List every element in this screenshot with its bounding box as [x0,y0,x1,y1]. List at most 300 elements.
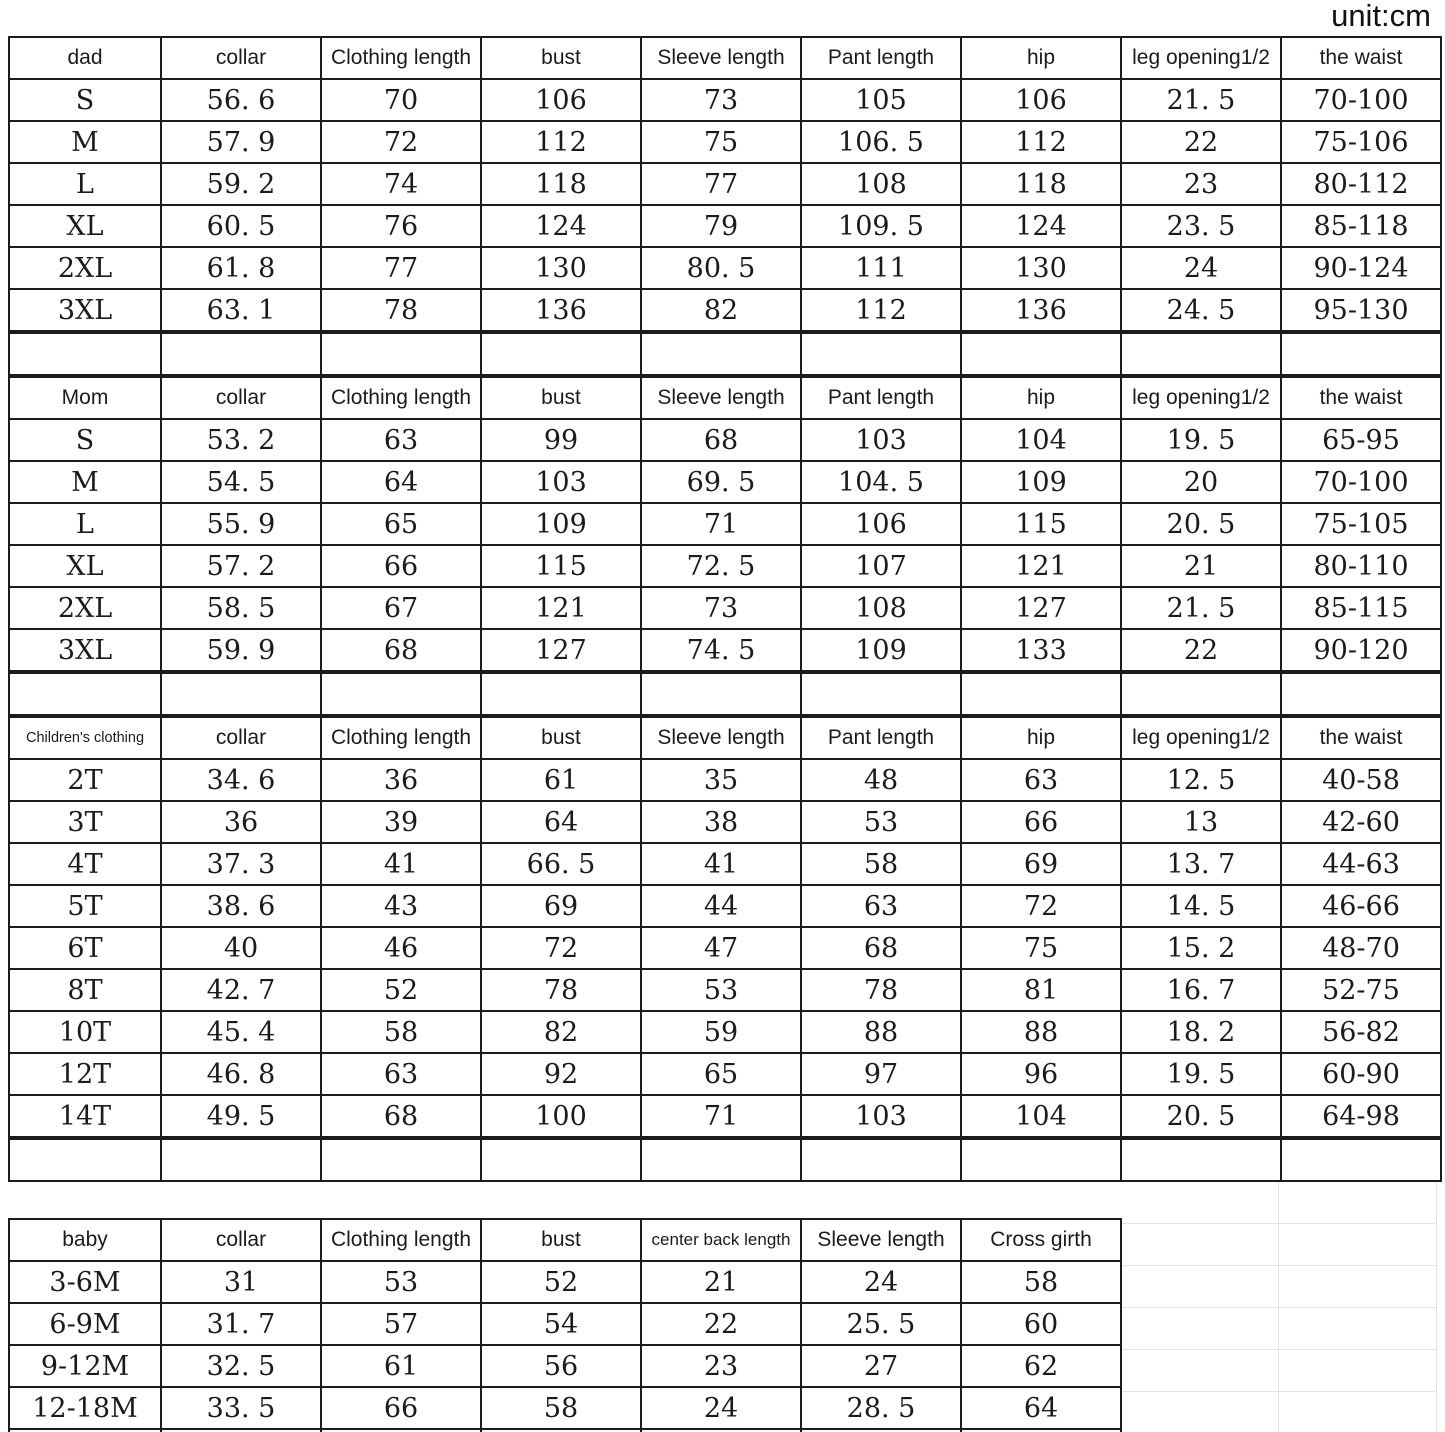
children-size-cell: 10T [9,1011,161,1053]
children-value-cell: 81 [961,969,1121,1011]
dad-value-cell: 61. 8 [161,247,321,289]
empty-spacer-cell [9,673,161,715]
mom-value-cell: 20 [1121,461,1281,503]
children-size-cell: 4T [9,843,161,885]
mom-header-cell: bust [481,377,641,419]
dad-value-cell: 105 [801,79,961,121]
spacer-row [8,332,1442,376]
mom-table-row [9,587,1441,629]
children-value-cell: 68 [321,1095,481,1137]
children-table-row [9,1095,1441,1137]
dad-table-row [9,205,1441,247]
baby-size-cell: 12-18M [9,1387,161,1429]
dad-value-cell: 130 [961,247,1121,289]
baby-header-cell: Cross girth [961,1219,1121,1261]
empty-spacer-cell [321,1139,481,1181]
mom-size-cell: XL [9,545,161,587]
dad-value-cell: 57. 9 [161,121,321,163]
empty-spacer-cell [801,673,961,715]
mom-value-cell: 70-100 [1281,461,1441,503]
mom-value-cell: 109 [961,461,1121,503]
mom-table-row [9,629,1441,671]
mom-value-cell: 58. 5 [161,587,321,629]
children-value-cell: 59 [641,1011,801,1053]
baby-value-cell: 22 [641,1303,801,1345]
children-table-row [9,1053,1441,1095]
children-value-cell: 52-75 [1281,969,1441,1011]
empty-spacer-cell [801,1139,961,1181]
mom-header-cell: Clothing length [321,377,481,419]
children-value-cell: 42-60 [1281,801,1441,843]
children-header-cell: leg opening1/2 [1121,717,1281,759]
baby-value-cell: 24 [641,1387,801,1429]
dad-value-cell: 124 [961,205,1121,247]
dad-value-cell: 106. 5 [801,121,961,163]
children-value-cell: 41 [641,843,801,885]
dad-value-cell: 112 [481,121,641,163]
unit-label: unit:cm [1331,0,1431,33]
dad-value-cell: 111 [801,247,961,289]
children-value-cell: 36 [161,801,321,843]
children-table-row [9,759,1441,801]
dad-size-cell: L [9,163,161,205]
faint-grid-cell [1279,1308,1437,1350]
children-value-cell: 47 [641,927,801,969]
empty-spacer-cell [1281,673,1441,715]
mom-header-cell: collar [161,377,321,419]
children-value-cell: 72 [481,927,641,969]
mom-value-cell: 20. 5 [1121,503,1281,545]
children-value-cell: 71 [641,1095,801,1137]
children-value-cell: 38. 6 [161,885,321,927]
dad-value-cell: 24. 5 [1121,289,1281,331]
mom-value-cell: 65-95 [1281,419,1441,461]
mom-value-cell: 90-120 [1281,629,1441,671]
dad-size-cell: 2XL [9,247,161,289]
empty-gridline-area [1122,1182,1437,1432]
mom-section-label: Mom [9,377,161,419]
children-header-cell: bust [481,717,641,759]
dad-value-cell: 60. 5 [161,205,321,247]
baby-value-cell: 66 [321,1387,481,1429]
empty-spacer-cell [1121,673,1281,715]
children-size-cell: 14T [9,1095,161,1137]
dad-value-cell: 72 [321,121,481,163]
children-value-cell: 69 [481,885,641,927]
children-value-cell: 15. 2 [1121,927,1281,969]
dad-header-cell: Clothing length [321,37,481,79]
baby-value-cell: 54 [481,1303,641,1345]
children-value-cell: 103 [801,1095,961,1137]
baby-value-cell: 31. 7 [161,1303,321,1345]
baby-header-cell: Clothing length [321,1219,481,1261]
empty-spacer-cell [961,1139,1121,1181]
baby-table-row [9,1345,1121,1387]
baby-table-row [9,1303,1121,1345]
mom-value-cell: 75-105 [1281,503,1441,545]
empty-spacer-cell [161,333,321,375]
baby-value-cell: 53 [321,1261,481,1303]
empty-spacer-cell [641,1139,801,1181]
children-header-cell: collar [161,717,321,759]
mom-value-cell: 107 [801,545,961,587]
children-value-cell: 13. 7 [1121,843,1281,885]
children-value-cell: 63 [321,1053,481,1095]
children-value-cell: 63 [801,885,961,927]
children-value-cell: 66 [961,801,1121,843]
mom-value-cell: 73 [641,587,801,629]
children-table-row [9,885,1441,927]
baby-section-label: baby [9,1219,161,1261]
children-value-cell: 44-63 [1281,843,1441,885]
mom-value-cell: 59. 9 [161,629,321,671]
dad-value-cell: 75 [641,121,801,163]
baby-value-cell: 64 [961,1387,1121,1429]
mom-header-cell: the waist [1281,377,1441,419]
children-section-label: Children's clothing [9,717,161,759]
baby-value-cell: 56 [481,1345,641,1387]
faint-grid-cell [1122,1308,1279,1350]
baby-value-cell: 52 [481,1261,641,1303]
children-table-row [9,969,1441,1011]
empty-spacer-cell [481,673,641,715]
dad-value-cell: 106 [481,79,641,121]
mom-size-cell: L [9,503,161,545]
dad-value-cell: 85-118 [1281,205,1441,247]
dad-header-cell: collar [161,37,321,79]
children-value-cell: 66. 5 [481,843,641,885]
dad-value-cell: 21. 5 [1121,79,1281,121]
mom-value-cell: 64 [321,461,481,503]
dad-header-cell: leg opening1/2 [1121,37,1281,79]
mom-value-cell: 68 [641,419,801,461]
mom-value-cell: 85-115 [1281,587,1441,629]
children-value-cell: 60-90 [1281,1053,1441,1095]
children-table-row [9,1011,1441,1053]
baby-value-cell: 58 [961,1261,1121,1303]
dad-value-cell: 80-112 [1281,163,1441,205]
dad-table-row [9,79,1441,121]
children-value-cell: 12. 5 [1121,759,1281,801]
children-value-cell: 64 [481,801,641,843]
dad-value-cell: 77 [321,247,481,289]
dad-value-cell: 23 [1121,163,1281,205]
mom-value-cell: 22 [1121,629,1281,671]
mom-size-cell: M [9,461,161,503]
baby-table-row [9,1261,1121,1303]
empty-spacer-cell [961,673,1121,715]
empty-spacer-cell [9,1139,161,1181]
dad-header-cell: Sleeve length [641,37,801,79]
baby-value-cell: 60 [961,1303,1121,1345]
faint-grid-cell [1279,1392,1437,1432]
children-value-cell: 41 [321,843,481,885]
empty-spacer-cell [961,333,1121,375]
mom-value-cell: 103 [801,419,961,461]
children-value-cell: 46-66 [1281,885,1441,927]
mom-value-cell: 53. 2 [161,419,321,461]
children-header-cell: hip [961,717,1121,759]
mom-value-cell: 71 [641,503,801,545]
baby-value-cell: 21 [641,1261,801,1303]
dad-size-table [8,36,1442,332]
children-value-cell: 92 [481,1053,641,1095]
dad-value-cell: 24 [1121,247,1281,289]
mom-value-cell: 67 [321,587,481,629]
mom-value-cell: 19. 5 [1121,419,1281,461]
faint-grid-cell [1122,1392,1279,1432]
mom-value-cell: 55. 9 [161,503,321,545]
children-value-cell: 64-98 [1281,1095,1441,1137]
children-value-cell: 13 [1121,801,1281,843]
children-value-cell: 46. 8 [161,1053,321,1095]
baby-value-cell: 57 [321,1303,481,1345]
children-size-cell: 3T [9,801,161,843]
baby-value-cell: 23 [641,1345,801,1387]
children-value-cell: 35 [641,759,801,801]
children-value-cell: 56-82 [1281,1011,1441,1053]
dad-value-cell: 70-100 [1281,79,1441,121]
children-value-cell: 88 [961,1011,1121,1053]
baby-table-row [9,1387,1121,1429]
children-value-cell: 78 [801,969,961,1011]
baby-header-cell: bust [481,1219,641,1261]
mom-table-row [9,461,1441,503]
empty-spacer-cell [321,333,481,375]
dad-value-cell: 77 [641,163,801,205]
mom-value-cell: 21 [1121,545,1281,587]
dad-header-cell: hip [961,37,1121,79]
empty-spacer-cell [1121,1139,1281,1181]
children-header-cell: Sleeve length [641,717,801,759]
mom-value-cell: 72. 5 [641,545,801,587]
mom-value-cell: 104 [961,419,1121,461]
mom-value-cell: 57. 2 [161,545,321,587]
baby-header-cell: collar [161,1219,321,1261]
empty-spacer-cell [9,333,161,375]
children-value-cell: 58 [321,1011,481,1053]
dad-size-cell: S [9,79,161,121]
faint-grid-cell [1279,1266,1437,1308]
mom-size-cell: S [9,419,161,461]
empty-spacer-cell [161,673,321,715]
mom-value-cell: 115 [961,503,1121,545]
dad-value-cell: 118 [481,163,641,205]
dad-value-cell: 130 [481,247,641,289]
children-value-cell: 45. 4 [161,1011,321,1053]
dad-value-cell: 63. 1 [161,289,321,331]
children-value-cell: 20. 5 [1121,1095,1281,1137]
children-table-row [9,843,1441,885]
mom-value-cell: 133 [961,629,1121,671]
dad-size-cell: 3XL [9,289,161,331]
children-size-table [8,716,1442,1138]
mom-value-cell: 74. 5 [641,629,801,671]
children-size-cell: 12T [9,1053,161,1095]
children-value-cell: 61 [481,759,641,801]
baby-value-cell: 31 [161,1261,321,1303]
mom-value-cell: 109 [481,503,641,545]
faint-grid-cell [1122,1182,1279,1224]
dad-table-row [9,163,1441,205]
children-value-cell: 78 [481,969,641,1011]
dad-value-cell: 56. 6 [161,79,321,121]
mom-header-cell: Pant length [801,377,961,419]
dad-value-cell: 118 [961,163,1121,205]
children-value-cell: 48-70 [1281,927,1441,969]
baby-value-cell: 33. 5 [161,1387,321,1429]
mom-value-cell: 54. 5 [161,461,321,503]
children-value-cell: 36 [321,759,481,801]
dad-section-label: dad [9,37,161,79]
dad-table-row [9,247,1441,289]
children-value-cell: 40 [161,927,321,969]
children-value-cell: 34. 6 [161,759,321,801]
empty-spacer-cell [321,673,481,715]
empty-spacer-cell [801,333,961,375]
mom-value-cell: 65 [321,503,481,545]
mom-header-cell: hip [961,377,1121,419]
mom-value-cell: 99 [481,419,641,461]
mom-value-cell: 66 [321,545,481,587]
baby-header-cell: Sleeve length [801,1219,961,1261]
children-value-cell: 49. 5 [161,1095,321,1137]
children-value-cell: 52 [321,969,481,1011]
dad-table-row [9,121,1441,163]
children-size-cell: 8T [9,969,161,1011]
dad-value-cell: 70 [321,79,481,121]
children-value-cell: 48 [801,759,961,801]
children-value-cell: 53 [801,801,961,843]
mom-value-cell: 104. 5 [801,461,961,503]
mom-table-row [9,545,1441,587]
dad-value-cell: 112 [801,289,961,331]
empty-spacer-cell [481,1139,641,1181]
children-value-cell: 75 [961,927,1121,969]
children-value-cell: 38 [641,801,801,843]
baby-size-cell: 9-12M [9,1345,161,1387]
dad-header-cell: the waist [1281,37,1441,79]
children-value-cell: 37. 3 [161,843,321,885]
children-header-cell: Pant length [801,717,961,759]
dad-value-cell: 136 [481,289,641,331]
empty-spacer-cell [1121,333,1281,375]
children-value-cell: 18. 2 [1121,1011,1281,1053]
mom-value-cell: 106 [801,503,961,545]
children-value-cell: 58 [801,843,961,885]
mom-value-cell: 80-110 [1281,545,1441,587]
baby-value-cell: 24 [801,1261,961,1303]
children-value-cell: 82 [481,1011,641,1053]
dad-header-cell: bust [481,37,641,79]
mom-header-cell: leg opening1/2 [1121,377,1281,419]
baby-header-cell: center back length [641,1219,801,1261]
faint-grid-cell [1122,1350,1279,1392]
dad-value-cell: 90-124 [1281,247,1441,289]
baby-section-row [0,1182,1445,1432]
baby-size-table [8,1218,1122,1432]
children-value-cell: 16. 7 [1121,969,1281,1011]
dad-value-cell: 75-106 [1281,121,1441,163]
dad-value-cell: 80. 5 [641,247,801,289]
baby-value-cell: 25. 5 [801,1303,961,1345]
mom-size-cell: 3XL [9,629,161,671]
children-header-cell: Clothing length [321,717,481,759]
mom-value-cell: 121 [961,545,1121,587]
children-header-cell: the waist [1281,717,1441,759]
mom-value-cell: 127 [481,629,641,671]
dad-value-cell: 109. 5 [801,205,961,247]
dad-value-cell: 76 [321,205,481,247]
mom-value-cell: 121 [481,587,641,629]
mom-table-row [9,503,1441,545]
empty-spacer-cell [161,1139,321,1181]
children-value-cell: 14. 5 [1121,885,1281,927]
dad-value-cell: 74 [321,163,481,205]
baby-value-cell: 28. 5 [801,1387,961,1429]
children-value-cell: 69 [961,843,1121,885]
baby-value-cell: 27 [801,1345,961,1387]
dad-value-cell: 108 [801,163,961,205]
faint-grid-cell [1122,1266,1279,1308]
children-value-cell: 44 [641,885,801,927]
children-value-cell: 39 [321,801,481,843]
faint-grid-cell [1122,1224,1279,1266]
dad-value-cell: 136 [961,289,1121,331]
children-value-cell: 19. 5 [1121,1053,1281,1095]
children-value-cell: 88 [801,1011,961,1053]
mom-size-table [8,376,1442,672]
mom-value-cell: 63 [321,419,481,461]
children-value-cell: 46 [321,927,481,969]
baby-value-cell: 32. 5 [161,1345,321,1387]
children-value-cell: 40-58 [1281,759,1441,801]
mom-value-cell: 115 [481,545,641,587]
mom-table-row [9,419,1441,461]
children-value-cell: 53 [641,969,801,1011]
children-value-cell: 68 [801,927,961,969]
mom-value-cell: 68 [321,629,481,671]
mom-value-cell: 21. 5 [1121,587,1281,629]
dad-size-cell: M [9,121,161,163]
children-value-cell: 72 [961,885,1121,927]
dad-table-row [9,289,1441,331]
spacer-row [8,1138,1442,1182]
faint-grid-cell [1279,1224,1437,1266]
children-size-cell: 2T [9,759,161,801]
children-value-cell: 100 [481,1095,641,1137]
spacer-row [8,672,1442,716]
children-table-row [9,801,1441,843]
faint-grid-cell [1279,1350,1437,1392]
dad-value-cell: 79 [641,205,801,247]
dad-size-cell: XL [9,205,161,247]
mom-header-cell: Sleeve length [641,377,801,419]
mom-value-cell: 127 [961,587,1121,629]
dad-header-cell: Pant length [801,37,961,79]
children-value-cell: 43 [321,885,481,927]
empty-spacer-cell [1281,1139,1441,1181]
children-value-cell: 65 [641,1053,801,1095]
empty-spacer-cell [641,673,801,715]
dad-value-cell: 59. 2 [161,163,321,205]
children-value-cell: 96 [961,1053,1121,1095]
dad-value-cell: 78 [321,289,481,331]
children-value-cell: 104 [961,1095,1121,1137]
children-value-cell: 63 [961,759,1121,801]
children-size-cell: 5T [9,885,161,927]
dad-value-cell: 124 [481,205,641,247]
